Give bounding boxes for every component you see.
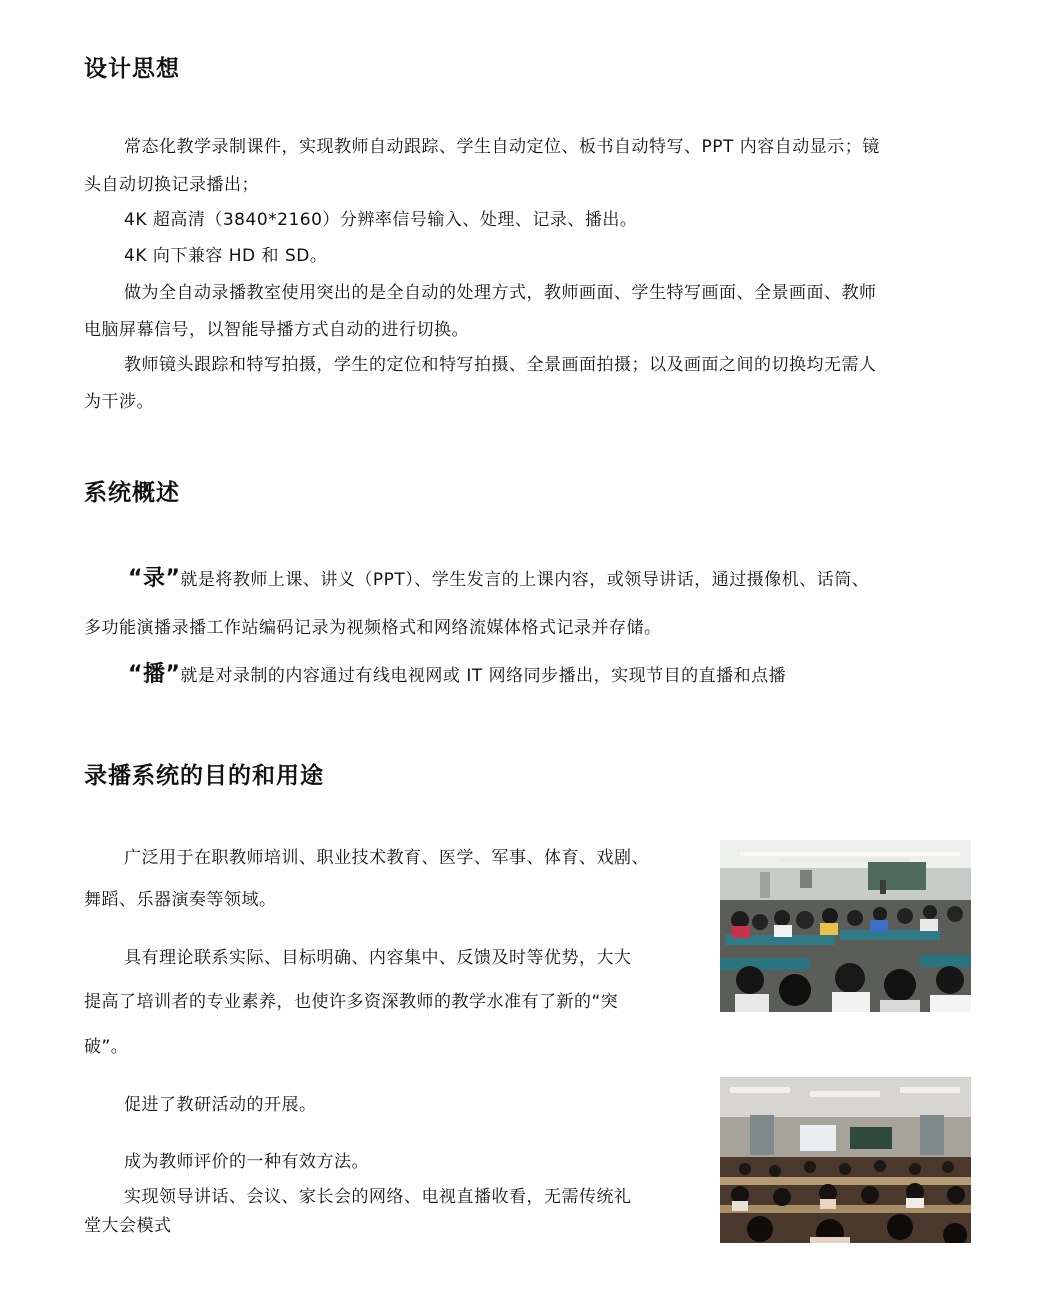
paragraph-line: 舞蹈、乐器演奏等领域。 [84, 890, 277, 910]
paragraph-line: 为干涉。 [84, 392, 154, 412]
paragraph-line: 成为教师评价的一种有效方法。 [124, 1152, 369, 1172]
section-title-overview: 系统概述 [84, 480, 180, 506]
paragraph-line: 做为全自动录播教室使用突出的是全自动的处理方式，教师画面、学生特写画面、全景画面、教师 [124, 283, 877, 303]
record-term: “录” [128, 566, 181, 591]
paragraph-line: 教师镜头跟踪和特写拍摄，学生的定位和特写拍摄、全景画面拍摄；以及画面之间的切换均无需人 [124, 355, 877, 375]
lecture-hall-photo [720, 1077, 971, 1243]
paragraph-line: 促进了教研活动的开展。 [124, 1095, 317, 1115]
play-term: “播” [128, 662, 181, 687]
paragraph-line: 实现领导讲话、会议、家长会的网络、电视直播收看，无需传统礼 [124, 1187, 632, 1207]
section-title-purpose: 录播系统的目的和用途 [84, 763, 324, 789]
paragraph-line: 破”。 [84, 1037, 129, 1057]
paragraph-line: 提高了培训者的专业素养，也使许多资深教师的教学水准有了新的“突 [84, 992, 619, 1012]
paragraph-line: 头自动切换记录播出； [84, 175, 259, 195]
paragraph-line: 常态化教学录制课件，实现教师自动跟踪、学生自动定位、板书自动特写、PPT 内容自动显示；镜 [124, 137, 880, 157]
paragraph-line: 堂大会模式 [84, 1216, 172, 1236]
section-title-design: 设计思想 [84, 56, 180, 82]
paragraph-line: 多功能演播录播工作站编码记录为视频格式和网络流媒体格式记录并存储。 [84, 618, 662, 638]
paragraph-line: 4K 超高清（3840*2160）分辨率信号输入、处理、记录、播出。 [124, 210, 638, 230]
paragraph-line: 4K 向下兼容 HD 和 SD。 [124, 246, 328, 266]
record-description: 就是将教师上课、讲义（PPT）、学生发言的上课内容，或领导讲话，通过摄像机、话筒、 [180, 570, 870, 590]
paragraph-line: 具有理论联系实际、目标明确、内容集中、反馈及时等优势，大大 [124, 948, 632, 968]
record-definition-line [128, 568, 869, 591]
classroom-photo [720, 840, 971, 1012]
play-definition-line [128, 664, 786, 687]
play-description: 就是对录制的内容通过有线电视网或 IT 网络同步播出，实现节目的直播和点播 [180, 666, 787, 686]
paragraph-line: 电脑屏幕信号，以智能导播方式自动的进行切换。 [84, 320, 469, 340]
paragraph-line: 广泛用于在职教师培训、职业技术教育、医学、军事、体育、戏剧、 [124, 848, 649, 868]
